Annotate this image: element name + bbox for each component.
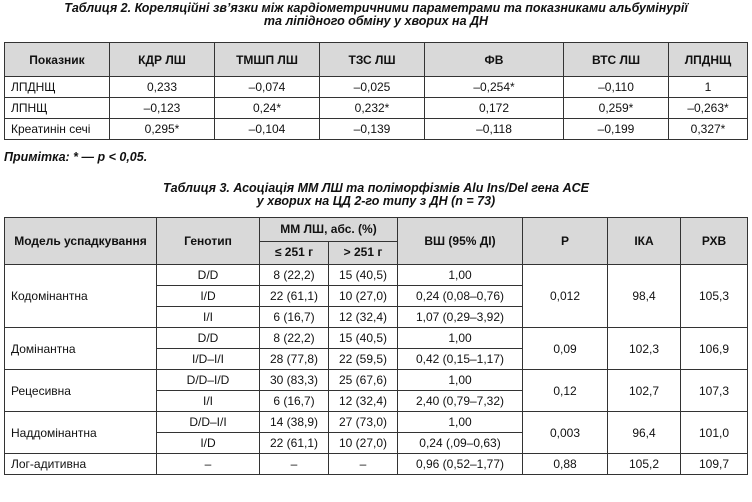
table3-or-cell: 0,24 (,09–0,63) <box>398 433 523 454</box>
table2-cell: 0,233 <box>110 77 215 98</box>
table3-bic-cell: 101,0 <box>681 412 748 454</box>
table2-header-cell: Показник <box>5 43 110 77</box>
table2-header-cell: ВТС ЛШ <box>564 43 669 77</box>
table2-cell: 0,295* <box>110 119 215 140</box>
table3-or-cell: 0,42 (0,15–1,17) <box>398 349 523 370</box>
table3-genotype-cell: I/D <box>157 433 260 454</box>
table3-le-cell: 28 (77,8) <box>260 349 329 370</box>
table3-genotype-cell: I/D <box>157 286 260 307</box>
table3-gt-cell: 15 (40,5) <box>329 265 398 286</box>
table2-cell: –0,104 <box>215 119 320 140</box>
table3-bic-cell: 107,3 <box>681 370 748 412</box>
table3-association <box>4 217 748 475</box>
table3-caption-line1: Таблиця 3. Асоціація ММ ЛШ та поліморфізмів Alu Ins/Del гена ACE <box>163 181 589 195</box>
table3-or-cell: 1,00 <box>398 265 523 286</box>
table3-le-cell: 22 (61,1) <box>260 286 329 307</box>
table3-caption <box>0 182 752 208</box>
table3-header-mm-gt: > 251 г <box>329 241 398 265</box>
table3-or-cell: 0,24 (0,08–0,76) <box>398 286 523 307</box>
table-row <box>5 77 748 98</box>
table3-genotype-cell: I/I <box>157 307 260 328</box>
table2-cell: 0,259* <box>564 98 669 119</box>
table3-genotype-cell: D/D <box>157 328 260 349</box>
table-row <box>5 412 748 433</box>
table3-le-cell: 14 (38,9) <box>260 412 329 433</box>
table3-or-cell: 2,40 (0,79–7,32) <box>398 391 523 412</box>
table3-gt-cell: 12 (32,4) <box>329 391 398 412</box>
table3-gt-cell: – <box>329 454 398 475</box>
table3-header-mm-le: ≤ 251 г <box>260 241 329 265</box>
table2-caption <box>0 2 752 28</box>
table3-model-cell: Рецесивна <box>5 370 157 412</box>
table2-cell: 1 <box>669 77 748 98</box>
table3-header-or: ВШ (95% ДІ) <box>398 218 523 265</box>
table2-cell: –0,139 <box>320 119 425 140</box>
table3-aic-cell: 96,4 <box>608 412 681 454</box>
table3-bic-cell: 109,7 <box>681 454 748 475</box>
table2-caption-line2: та ліпідного обміну у хворих на ДН <box>263 14 489 28</box>
table3-aic-cell: 98,4 <box>608 265 681 328</box>
table2-cell: 0,172 <box>425 98 564 119</box>
table3-p-cell: 0,12 <box>523 370 608 412</box>
table3-or-cell: 1,00 <box>398 370 523 391</box>
table3-aic-cell: 105,2 <box>608 454 681 475</box>
table3-or-cell: 1,00 <box>398 412 523 433</box>
table3-header-aic: ІКА <box>608 218 681 265</box>
table3-or-cell: 1,07 (0,29–3,92) <box>398 307 523 328</box>
table3-le-cell: – <box>260 454 329 475</box>
table3-model-cell: Лог-адитивна <box>5 454 157 475</box>
table3-gt-cell: 10 (27,0) <box>329 286 398 307</box>
table3-model-cell: Наддомінантна <box>5 412 157 454</box>
table3-header-model: Модель успадкування <box>5 218 157 265</box>
table2-caption-line1: Таблиця 2. Кореляційні зв’язки між кардіометричними параметрами та показниками альбумінурії <box>64 1 688 15</box>
table2-header-cell: ТМШП ЛШ <box>215 43 320 77</box>
table2-footnote: Примітка: * — р < 0,05. <box>4 150 148 164</box>
table3-le-cell: 8 (22,2) <box>260 265 329 286</box>
table3-gt-cell: 27 (73,0) <box>329 412 398 433</box>
table2-header-row <box>5 43 748 77</box>
table3-header-row <box>5 218 748 242</box>
table2-cell: –0,123 <box>110 98 215 119</box>
table-row <box>5 265 748 286</box>
table3-or-cell: 0,96 (0,52–1,77) <box>398 454 523 475</box>
table-row <box>5 119 748 140</box>
table3-or-cell: 1,00 <box>398 328 523 349</box>
table3-bic-cell: 105,3 <box>681 265 748 328</box>
table3-header-p: P <box>523 218 608 265</box>
table3-aic-cell: 102,7 <box>608 370 681 412</box>
table2-header-cell: ФВ <box>425 43 564 77</box>
table2-header-cell: КДР ЛШ <box>110 43 215 77</box>
table3-gt-cell: 15 (40,5) <box>329 328 398 349</box>
table3-genotype-cell: D/D–I/I <box>157 412 260 433</box>
table2-cell: –0,110 <box>564 77 669 98</box>
table3-le-cell: 6 (16,7) <box>260 307 329 328</box>
table3-p-cell: 0,003 <box>523 412 608 454</box>
table2-cell: –0,025 <box>320 77 425 98</box>
table3-p-cell: 0,012 <box>523 265 608 328</box>
table2-cell: –0,074 <box>215 77 320 98</box>
table2-cell: 0,24* <box>215 98 320 119</box>
table3-aic-cell: 102,3 <box>608 328 681 370</box>
table3-genotype-cell: I/I <box>157 391 260 412</box>
table-row <box>5 328 748 349</box>
table2-row-label: Креатинін сечі <box>5 119 110 140</box>
table2-header-cell: ТЗС ЛШ <box>320 43 425 77</box>
table2-cell: –0,118 <box>425 119 564 140</box>
table3-genotype-cell: D/D–I/D <box>157 370 260 391</box>
table3-p-cell: 0,09 <box>523 328 608 370</box>
table3-gt-cell: 22 (59,5) <box>329 349 398 370</box>
table2-row-label: ЛПДНЩ <box>5 77 110 98</box>
table3-model-cell: Кодомінантна <box>5 265 157 328</box>
table3-le-cell: 8 (22,2) <box>260 328 329 349</box>
table3-genotype-cell: – <box>157 454 260 475</box>
table3-gt-cell: 25 (67,6) <box>329 370 398 391</box>
table3-gt-cell: 12 (32,4) <box>329 307 398 328</box>
table3-le-cell: 22 (61,1) <box>260 433 329 454</box>
table3-le-cell: 30 (83,3) <box>260 370 329 391</box>
table-row <box>5 454 748 475</box>
table2-row-label: ЛПНЩ <box>5 98 110 119</box>
table2-cell: –0,263* <box>669 98 748 119</box>
table3-genotype-cell: D/D <box>157 265 260 286</box>
table3-header-bic: РХВ <box>681 218 748 265</box>
table2-correlations <box>4 42 748 140</box>
table3-gt-cell: 10 (27,0) <box>329 433 398 454</box>
table2-cell: –0,254* <box>425 77 564 98</box>
table2-cell: 0,232* <box>320 98 425 119</box>
table-row <box>5 98 748 119</box>
table3-header-genotype: Генотип <box>157 218 260 265</box>
table3-genotype-cell: I/D–I/I <box>157 349 260 370</box>
table3-caption-line2: у хворих на ЦД 2-го типу з ДН (n = 73) <box>256 194 496 208</box>
table3-le-cell: 6 (16,7) <box>260 391 329 412</box>
table2-cell: –0,199 <box>564 119 669 140</box>
table2-cell: 0,327* <box>669 119 748 140</box>
table3-bic-cell: 106,9 <box>681 328 748 370</box>
table3-p-cell: 0,88 <box>523 454 608 475</box>
table3-model-cell: Домінантна <box>5 328 157 370</box>
table3-header-mm-group: ММ ЛШ, абс. (%) <box>260 218 398 242</box>
table2-header-cell: ЛПДНЩ <box>669 43 748 77</box>
table-row <box>5 370 748 391</box>
